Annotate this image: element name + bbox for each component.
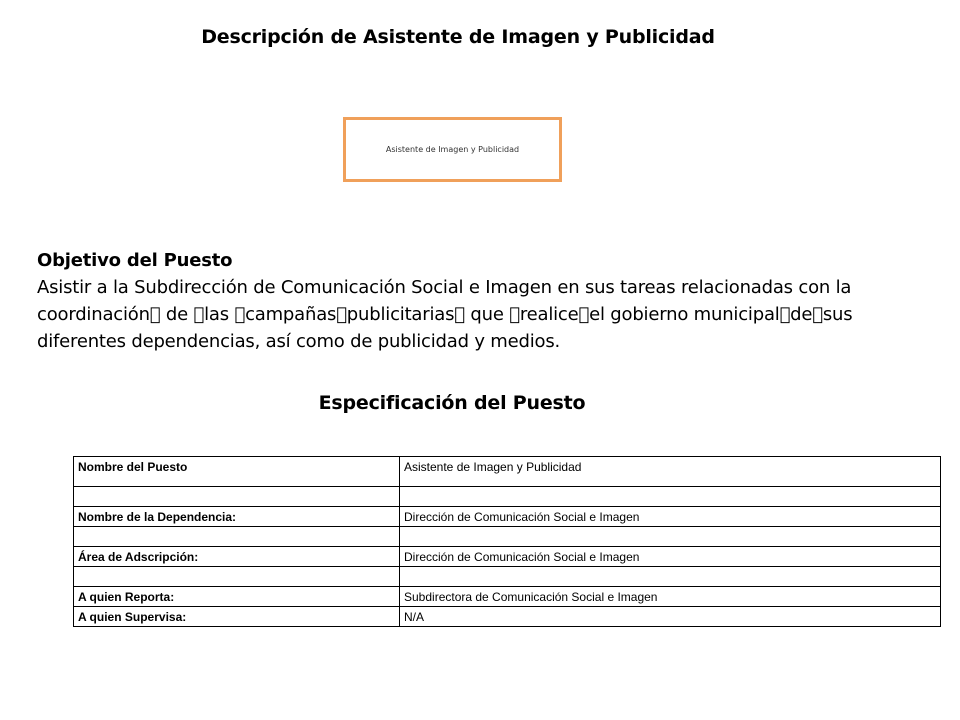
table-row bbox=[74, 457, 941, 487]
table-row bbox=[74, 587, 941, 607]
row-value: N/A bbox=[400, 607, 941, 627]
row-label: Nombre del Puesto bbox=[74, 457, 400, 487]
row-value: Subdirectora de Comunicación Social e Imagen bbox=[400, 587, 941, 607]
row-value: Dirección de Comunicación Social e Imagen bbox=[400, 507, 941, 527]
table-row bbox=[74, 507, 941, 527]
row-value: Asistente de Imagen y Publicidad bbox=[400, 457, 941, 487]
specification-table bbox=[73, 456, 941, 627]
specification-heading: Especificación del Puesto bbox=[318, 392, 586, 414]
objective-heading: Objetivo del Puesto bbox=[37, 250, 233, 271]
table-row bbox=[74, 607, 941, 627]
table-row-empty bbox=[74, 487, 941, 507]
org-chart-box bbox=[343, 117, 562, 182]
table-row-empty bbox=[74, 527, 941, 547]
row-label: A quien Reporta: bbox=[74, 587, 400, 607]
table-row-empty bbox=[74, 567, 941, 587]
objective-text: Asistir a la Subdirección de Comunicación Social e Imagen en sus tareas relacionadas con la coordinación  de  las  campañas publicitarias  que  realice el gobierno municipal de sus diferentes dependencias, así como de publicidad y medios. bbox=[37, 277, 853, 352]
objective-section bbox=[37, 247, 942, 355]
document-title: Descripción de Asistente de Imagen y Publicidad bbox=[201, 26, 715, 48]
row-value: Dirección de Comunicación Social e Imagen bbox=[400, 547, 941, 567]
org-chart-box-label: Asistente de Imagen y Publicidad bbox=[385, 145, 520, 154]
table-row bbox=[74, 547, 941, 567]
row-label: Nombre de la Dependencia: bbox=[74, 507, 400, 527]
row-label: A quien Supervisa: bbox=[74, 607, 400, 627]
row-label: Área de Adscripción: bbox=[74, 547, 400, 567]
